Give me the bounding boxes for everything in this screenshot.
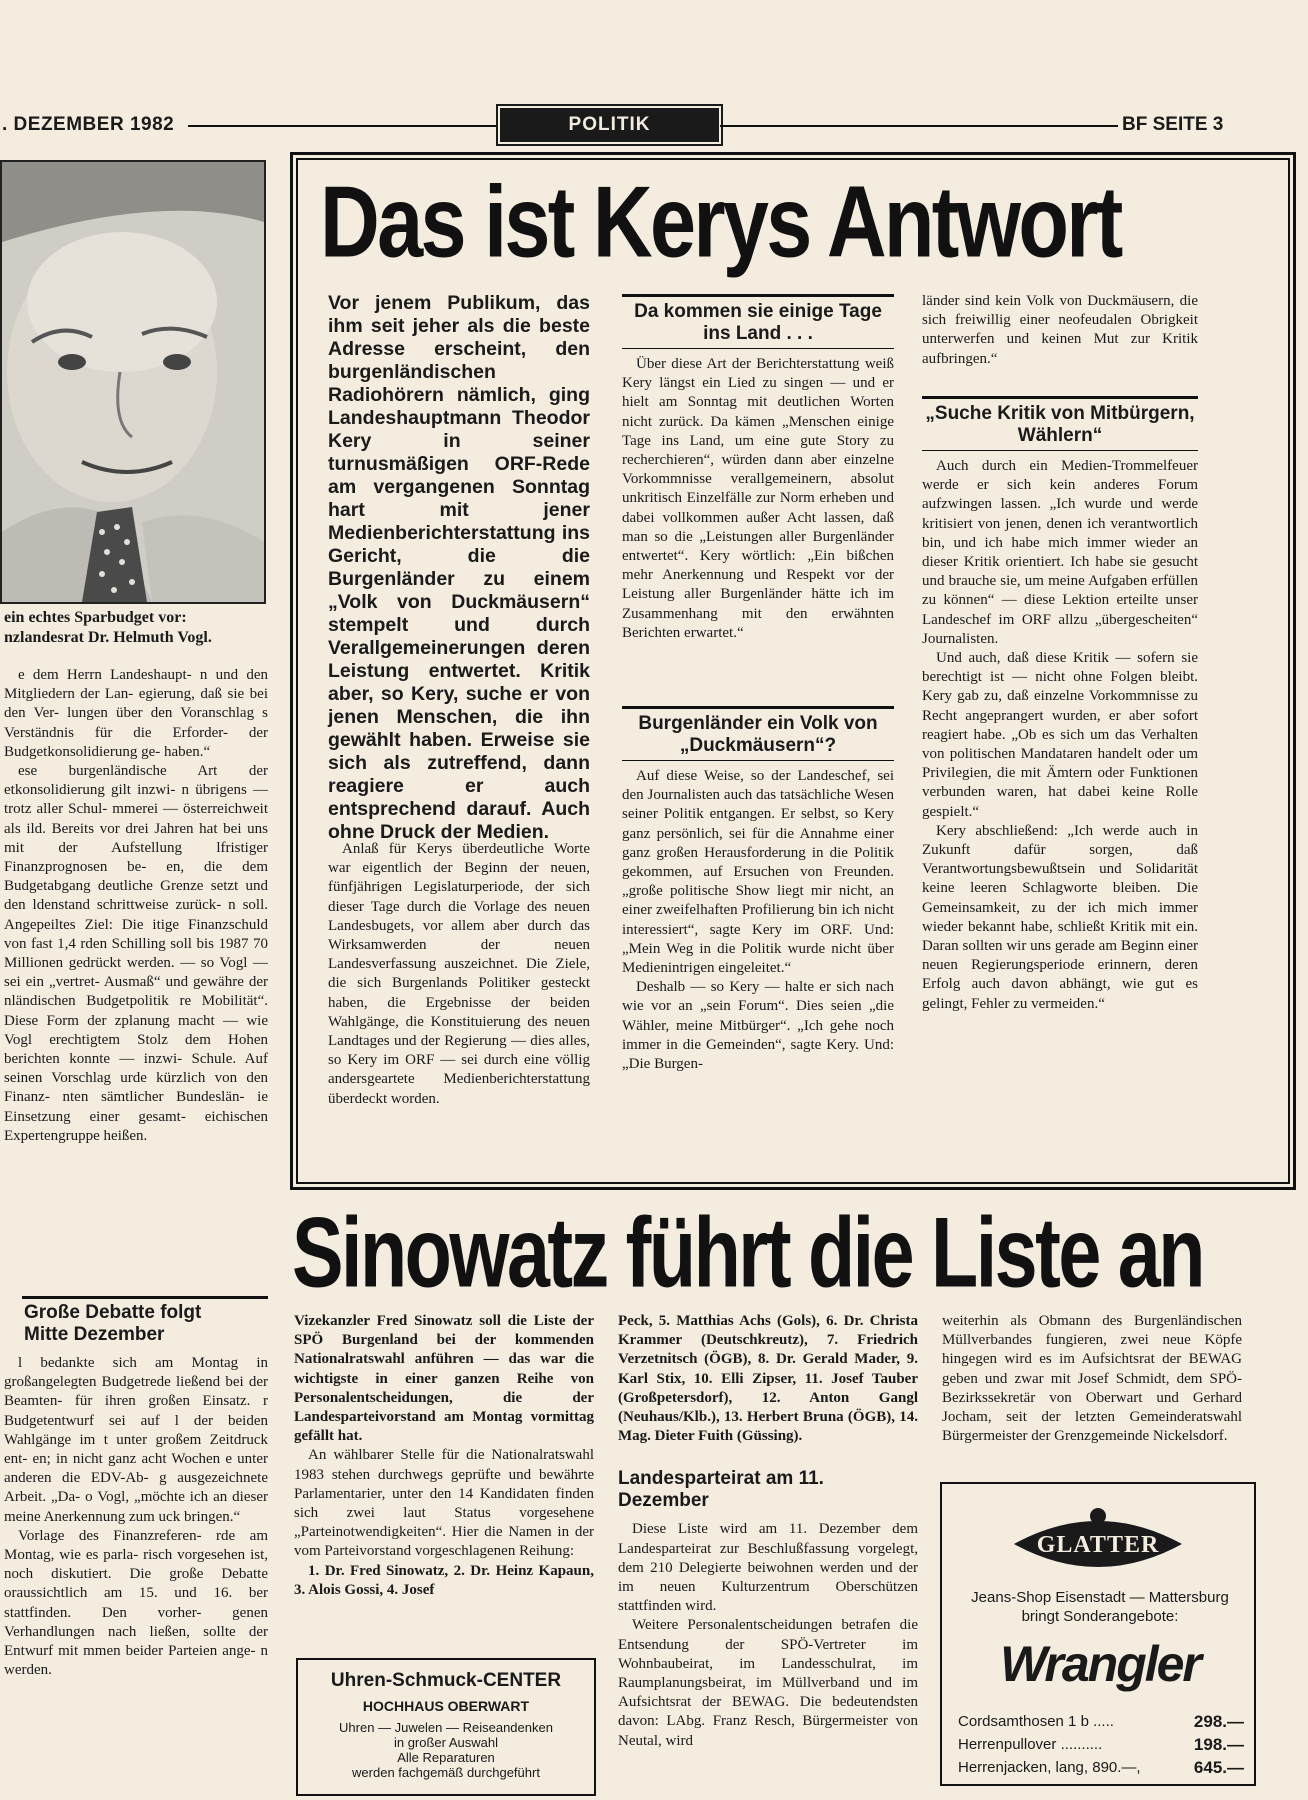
photo-caption xyxy=(4,608,266,648)
article-sinowatz-col2-text1: Diese Liste wird am 11. Dezember dem Landesparteirat zur Beschlußfassung vorgelegt, dem 210 Delegierte beiwohnen werden und der im neuen Kulturzentrum Oberschützen stattfinden wird. xyxy=(618,1521,918,1615)
header-rule-right xyxy=(720,125,1118,127)
portrait-illustration xyxy=(2,162,264,602)
article-kery-sub1: Da kommen sie einige Tage ins Land . . . xyxy=(622,294,894,349)
ad-glatter-box xyxy=(940,1482,1256,1786)
article-kery-col2-text3: Deshalb — so Kery — halte er sich nach wie vor an „sein Forum“. Dies seien „die Wähler, meine Mitbürger“. „Ich gehe noch immer in die Gemeinden“, sagte Kery. Und: „Die Burgen- xyxy=(622,979,894,1073)
article-kery-col3-block1 xyxy=(922,292,1198,388)
ad-glatter-price-list xyxy=(958,1710,1244,1779)
price-item-name: Herrenjacken, lang, 890.—, xyxy=(958,1759,1141,1776)
article-kery-col2-block1 xyxy=(622,355,894,700)
price-item-price: 298.— xyxy=(1193,1712,1244,1731)
price-item-price: 198.— xyxy=(1193,1735,1244,1754)
ad-uhren-title: Uhren-Schmuck-CENTER xyxy=(330,1670,562,1691)
article-sinowatz-col3-block xyxy=(942,1312,1242,1446)
article-kery-col2-text2: Auf diese Weise, so der Landeschef, sei den Journalisten auch das tatsächliche Wesen seiner Politik entgangen. Er selbst, so Kery ganz persönlich, sei für die Annahme einer ganz großen Herausforderung in die Politik gekommen, auf Ersuchen von Freunden. „große politische Show liegt mir nicht, an einer zweifelhaften Profilierung bin ich nicht interessiert“, sagte Kery im ORF. Und: „Mein Weg in die Politik wurde nicht über Medienintrigen eingeleitet.“ xyxy=(622,768,894,977)
ad-glatter-logo xyxy=(1006,1506,1190,1576)
left-paragraph-2: ese burgenländische Art der etkonsolidierung gilt inzwi- n übrigens — trotz aller Schul- mmerei — österreichweit als ild. Bereits vor drei Jahren hat bei uns mit der Aufstellung lfristiger Finanzprognosen be- en, die dem Budgetabgang deutliche Grenze setzt und den ldenstand schrittweise zurück- n soll. Angepeiltes Ziel: Die itige Finanzschuld von fast 1,4 rden Schilling soll bis 1987 70 Millionen gedrückt werden. — so Vogl — sei ein „vertret- Ausmaß“ und gewähre der nländischen Budgetpolitik re Mobilität“. Diese Form der zplanung macht — wie Vogl erechtigtem Stolz dem Hohen berichten konnte — inzwi- Schule. Auf seinen Vorschlag urde kürzlich von den Finanz- nten sämtlicher Bundeslän- ie Einsetzung einer gesamt- eichischen Expertengruppe heißen. xyxy=(4,763,268,1144)
article-kery-sub2: Burgenländer ein Volk von „Duckmäusern“? xyxy=(622,706,894,761)
price-row xyxy=(958,1756,1244,1779)
ad-uhren-box xyxy=(296,1658,596,1796)
left-paragraph-4: Vorlage des Finanzreferen- rde am Montag, wie es parla- risch vorgesehen ist, noch diskutiert. Die große Debatte oraussichtlich am 15. und 16. ber stattfinden. Den vorher- genen Verhandlungen nach ließen, sollte der Entwurf mit mmen beider Parteien ange- n werden. xyxy=(4,1527,268,1679)
ad-glatter-logo-text: GLATTER xyxy=(1036,1532,1160,1558)
header-page: BF SEITE 3 xyxy=(1122,114,1224,135)
article-sinowatz-headline-wrap xyxy=(292,1196,1292,1308)
article-sinowatz-lead: Vizekanzler Fred Sinowatz soll die Liste der SPÖ Burgenland bei der kommenden Nationalratswahl anführen — das war die wichtigste in einer ganzen Reihe von Personalentscheidungen, die der Landesparteivorstand am Montag vormittag gefällt hat. xyxy=(294,1313,594,1445)
photo-vogl xyxy=(0,160,266,604)
left-subhead: Große Debatte folgt Mitte Dezember xyxy=(24,1302,202,1345)
header-section-box xyxy=(500,108,719,142)
left-paragraph-3: l bedankte sich am Montag in großangelegten Budgetrede ließend bei der Beamten- für ihren großen Einsatz. r Budgetentwurf sei auf l der beiden Wahlgänge im t unter großem Zeitdruck ent- en; in nicht ganz acht Wochen e unter anderen die EDV-Ab- g ausgezeichnete Arbeit. „Da- o Vogl, „möchte ich an dieser meine Anerkennung zum uck bringen.“ xyxy=(4,1355,268,1525)
article-kery-col3-text4: Kery abschließend: „Ich werde auch in Zukunft dafür sorgen, daß Verantwortungsbewußtsein und Solidarität keine leeren Schlagworte bleiben. Die Gemeinsamkeit, zu der ich mich immer wieder bekannt habe, schließt Kritik mit ein. Daran sollten wir uns gerade am Beginn einer neuen Regierungsperiode erinnern, deren Erfolg auch davon abhängt, wie gut es gelingt, Fehler zu vermeiden.“ xyxy=(922,822,1198,1012)
article-kery-col3-text3: Und auch, daß diese Kritik — sofern sie berechtigt ist — nicht ohne Folgen bleibt. Kery gab zu, daß einzelne Vorkommnisse zu Recht angeprangert wurden, er aber sofort reagiert habe. „Ob es sich um das Verhalten von politischen Mandataren handelt oder um Privilegien, die mit Ämtern oder Funktionen verbunden waren, hat dabei keine Rolle gespielt.“ xyxy=(922,650,1198,820)
article-sinowatz-col3 xyxy=(942,1312,1242,1476)
header-section: POLITIK xyxy=(568,114,651,135)
article-kery-col3 xyxy=(922,292,1198,1176)
price-row xyxy=(958,1710,1244,1733)
price-item-price: 645.— xyxy=(1193,1758,1244,1777)
article-kery-col3-block2 xyxy=(922,457,1198,1153)
article-sinowatz-headline: Sinowatz führt die Liste an xyxy=(292,1198,1203,1308)
article-kery-col2-text1: Über diese Art der Berichterstattung weiß Kery längst ein Lied zu singen — und er hielt am Sonntag mit deutlichen Worten nicht zurück. Da kämen „Menschen einige Tage ins Land, um eine gute Story zu recherchieren“, würden dann aber einzelne Vorkommnisse verallgemeinern, absolut unkritisch Einzelfälle zur Norm erheben und dabei vollkommen außer Acht lassen, daß man so die „Leistungen aller Burgenländer entwertet“. Kery wörtlich: „Ein bißchen mehr Anerkennung und Respekt vor der Leistung aller Burgenländer hätte ich im Zusammenhang mit den erwähnten Berichten erwartet.“ xyxy=(622,356,894,641)
article-sinowatz-col2-list: Peck, 5. Matthias Achs (Gols), 6. Dr. Christa Krammer (Deutschkreutz), 7. Friedrich Verzetnitsch (ÖGB), 8. Dr. Gerald Mader, 9. Karl Stix, 10. Elli Zipser, 11. Josef Tauber (Großpetersdorf), 12. Anton Gangl (Neuhaus/Klb.), 13. Herbert Bruna (ÖGB), 14. Mag. Dieter Fuith (Güssing). xyxy=(618,1313,918,1445)
left-column-text-2 xyxy=(4,1354,268,1790)
article-kery-col2 xyxy=(622,290,894,1174)
ad-uhren-line-2: in großer Auswahl xyxy=(393,1735,499,1750)
left-subhead-rule xyxy=(22,1296,268,1299)
article-kery-col1-text: Anlaß für Kerys überdeutliche Worte war eigentlich der Beginn der neuen, fünfjährigen Legislaturperiode, der sich dieser Tage durch die Vorlage des neuen Landesbugets, vor allem aber durch das Wirksamwerden der neuen Landesverfassung auszeichnet. Die Ziele, die sich Burgenlands Politiker gesteckt haben, die Ergebnisse der beiden Wahlgänge, die Konstituierung des neuen Landtages und der Regierung — dies alles, so Kery im ORF — sei durch eine völlig andersgeartete Medienberichterstattung überdeckt worden. xyxy=(328,841,590,1107)
price-item-dots: .......... xyxy=(1060,1736,1103,1753)
article-kery-col3-text1: länder sind kein Volk von Duckmäusern, die sich freiwillig einer neofeudalen Obrigkeit unterwerfen und keinen Mut zur Kritik aufbringen.“ xyxy=(922,293,1198,367)
price-item-dots: ..... xyxy=(1093,1713,1114,1730)
article-sinowatz-col1-list: 1. Dr. Fred Sinowatz, 2. Dr. Heinz Kapaun, 3. Alois Gossi, 4. Josef xyxy=(294,1562,594,1598)
price-row xyxy=(958,1733,1244,1756)
ad-uhren-subtitle: HOCHHAUS OBERWART xyxy=(362,1698,530,1714)
header-rule-left xyxy=(188,125,496,127)
article-sinowatz-col2-text2: Weitere Personalentscheidungen betrafen die Entsendung der SPÖ-Vertreter im Wohnbaubeirat, im Landesschulrat, im Raumplanungsbeirat, im Müllverband und im Aufsichtsrat der BEWAG. Die bedeutendsten davon: LAbg. Franz Resch, Bürgermeister von Neutal, wird xyxy=(618,1617,918,1749)
left-paragraph-1: e dem Herrn Landeshaupt- n und den Mitgliedern der Lan- egierung, daß sie bei den Ver- lungen über den Voranschlag s Verständnis für die Erforder- der Budgetkonsolidierung ge- haben.“ xyxy=(4,667,268,760)
article-kery-lead: Vor jenem Publikum, das ihm seit jeher als die beste Adresse erscheint, den burgenländischen Radiohörern nämlich, ging Landeshauptmann Theodor Kery in seiner turnusmäßigen ORF-Rede am vergangenen Sonntag hart mit jener Medienberichterstattung ins Gericht, die die Burgenländer zu einem „Volk von Duckmäusern“ stempelt und durch Verallgemeinerungen deren Leistung entwertet. Kritik aber, so Kery, suche er von jenen Menschen, die ihn gewählt haben. Erweise sie sich als zutreffend, dann reagiere er auch entsprechend darauf. Auch ohne Druck der Medien. xyxy=(328,292,590,843)
article-sinowatz-col1 xyxy=(294,1312,594,1622)
article-sinowatz-sub: Landesparteirat am 11. Dezember xyxy=(618,1468,824,1512)
ad-glatter-brand: Wrangler xyxy=(1000,1636,1200,1692)
article-kery-sub3: „Suche Kritik von Mitbürgern, Wählern“ xyxy=(922,396,1198,451)
page-header xyxy=(0,98,1308,135)
article-kery-col3-text2: Auch durch ein Medien-Trommelfeuer werde er sich kein anderes Forum aufzwingen lassen. „Ich wurde und werde kritisiert von jenen, denen ich verantwortlich bin, und ich habe mich immer wieder an dieser Kritik orientiert. Ich habe sie gesucht und brauche sie, um meine Aufgaben erfüllen zu können“ — diese Lektion erteilte unser Landeschef im ORF allzu „übergescheiten“ Journalisten. xyxy=(922,458,1198,647)
price-item-name: Herrenpullover xyxy=(958,1736,1057,1753)
article-sinowatz-col2-block xyxy=(618,1520,918,1750)
header-date: . DEZEMBER 1982 xyxy=(2,114,175,135)
photo-caption-line-2: nzlandesrat Dr. Helmuth Vogl. xyxy=(4,629,212,646)
article-sinowatz-col1-block xyxy=(294,1446,594,1561)
ad-uhren-line-3: Alle Reparaturen xyxy=(397,1750,495,1765)
article-kery-headline-wrap xyxy=(320,162,1270,280)
left-column-text xyxy=(4,666,268,1280)
article-kery-col1 xyxy=(328,840,590,1170)
article-kery-headline: Das ist Kerys Antwort xyxy=(320,166,1121,279)
ad-uhren-line-1: Uhren — Juwelen — Reiseandenken xyxy=(339,1720,553,1735)
article-kery-col2-block2 xyxy=(622,767,894,1127)
photo-caption-line-1: ein echtes Sparbudget vor: xyxy=(4,609,187,626)
ad-glatter-text: Jeans-Shop Eisenstadt — Mattersburg bringt Sonderangebote: xyxy=(971,1589,1229,1625)
ad-uhren-line-4: werden fachgemäß durchgeführt xyxy=(352,1765,540,1780)
article-sinowatz-col1-text: An wählbarer Stelle für die Nationalratswahl 1983 stehen durchwegs geprüfte und bewährte Parlamentarier, unter den 14 Kandidaten finden sich zwei laut Status vorgesehene „Parteinotwendigkeiten“. Hier die Namen in der vom Parteivorstand vorgeschlagenen Reihung: xyxy=(294,1447,594,1560)
article-sinowatz-col3-text: weiterhin als Obmann des Burgenländischen Müllverbandes fungieren, zwei neue Köpfe hingegen wird es im Aufsichtsrat der BEWAG geben und zwar mit Josef Schmidt, dem SPÖ-Bezirkssekretär von Oberwart und Gerhard Jocham, seit der letzten Gemeinderatswahl Bürgermeister der Grenzgemeinde Nickelsdorf. xyxy=(942,1313,1242,1445)
price-item-name: Cordsamthosen 1 b xyxy=(958,1713,1089,1730)
article-sinowatz-col2 xyxy=(618,1312,918,1796)
